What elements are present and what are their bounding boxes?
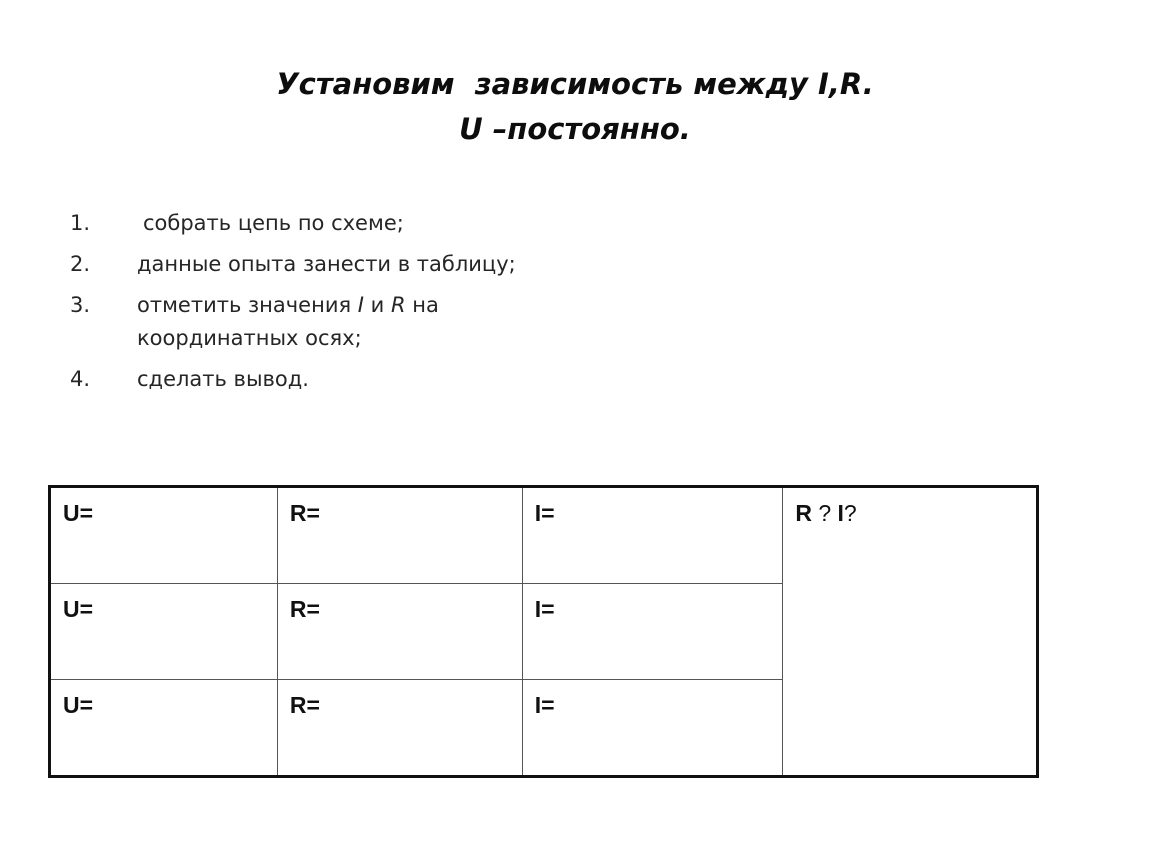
title-line-1: Установим зависимость между I,R. <box>276 67 874 101</box>
steps-list <box>70 207 590 404</box>
slide-title <box>0 62 1150 152</box>
table-cell-r: R= <box>277 584 522 680</box>
table-cell-u: U= <box>50 584 278 680</box>
question-mark: ? <box>811 500 838 526</box>
list-item <box>70 248 590 281</box>
step-number: 4. <box>70 367 91 391</box>
step-text-part: и <box>364 293 391 317</box>
step-text <box>137 289 497 355</box>
table-cell-i: I= <box>522 584 783 680</box>
step-text: сделать вывод. <box>137 367 309 391</box>
variable-r: R <box>391 293 406 317</box>
table-cell-u: U= <box>50 679 278 776</box>
question-r: R <box>795 500 812 526</box>
list-item <box>70 207 590 240</box>
step-text: данные опыта занести в таблицу; <box>137 252 516 276</box>
table-row <box>50 487 1038 584</box>
step-text-part: на координатных осях; <box>137 293 439 350</box>
question-mark: ? <box>843 500 857 526</box>
step-number: 1. <box>70 211 91 235</box>
relationship-question-cell <box>783 487 1038 777</box>
list-item <box>70 363 590 396</box>
variable-i: I <box>357 293 364 317</box>
step-number: 3. <box>70 293 91 317</box>
table-cell-i: I= <box>522 487 783 584</box>
table-cell-r: R= <box>277 679 522 776</box>
table-cell-i: I= <box>522 679 783 776</box>
step-text: собрать цепь по схеме; <box>143 211 404 235</box>
step-text-part: отметить значения <box>137 293 358 317</box>
table-cell-u: U= <box>50 487 278 584</box>
list-item <box>70 289 590 355</box>
table-cell-r: R= <box>277 487 522 584</box>
title-line-2: U –постоянно. <box>459 112 691 146</box>
question-i: I <box>837 500 844 526</box>
measurements-table <box>48 485 1039 778</box>
step-number: 2. <box>70 252 91 276</box>
